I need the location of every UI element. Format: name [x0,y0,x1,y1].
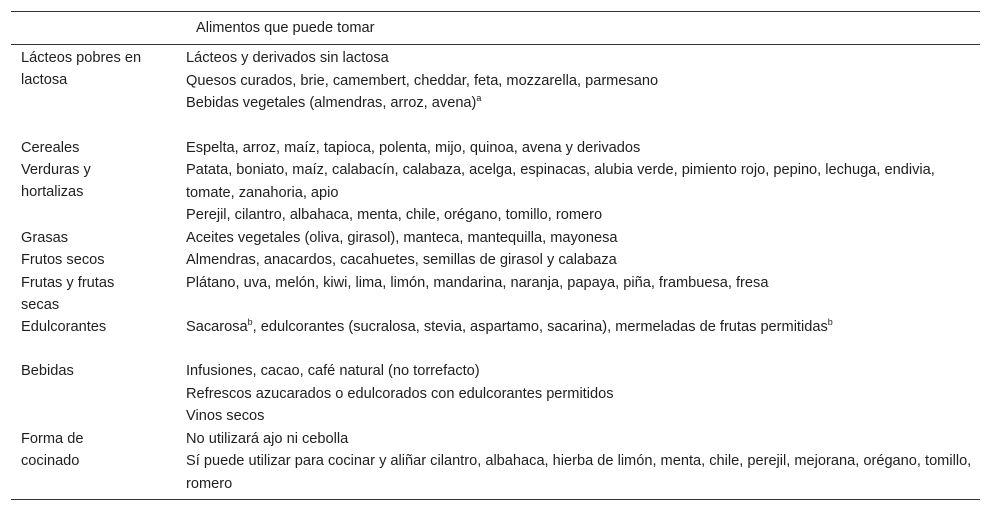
table-row [11,428,980,496]
table-header [11,12,980,45]
row-item: Quesos curados, brie, camembert, cheddar, feta, mozzarella, parmesano [186,72,659,89]
row-category: Verduras y hortalizas [21,162,91,200]
row-item: Perejil, cilantro, albahaca, menta, chile, orégano, tomillo, romero [186,207,603,223]
table-row [11,272,980,316]
row-category: Grasas [21,229,69,246]
row-item: Plátano, uva, melón, kiwi, lima, limón, mandarina, naranja, papaya, piña, frambuesa, fresa [186,274,769,291]
row-category: Cereales [21,139,80,156]
food-table [11,11,980,500]
footnote-marker: a [476,93,482,103]
table-row [11,360,980,428]
row-item: Infusiones, cacao, café natural (no torrefacto) [186,363,480,379]
row-item: Patata, boniato, maíz, calabacín, calabaza, acelga, espinacas, alubia verde, pimiento rojo, pepino, lechuga, endivia, tomate, zanahoria, apio [186,162,935,201]
header-foods: Alimentos que puede tomar [196,20,375,36]
table-row [11,47,980,137]
row-item: Refrescos azucarados o edulcorados con edulcorantes permitidos [186,385,614,402]
row-category: Bebidas [21,363,74,379]
table-row [11,249,980,272]
row-category: Forma de cocinado [21,430,84,469]
row-item: No utilizará ajo ni cebolla [186,430,349,447]
row-item: Sacarosa$^b$, edulcorantes (sucralosa, stevia, aspartamo, sacarina), mermeladas de frutas permitidas$^b$ [186,316,833,335]
table-row [11,316,980,361]
row-category: Edulcorantes [21,318,107,335]
table-row [11,137,980,160]
row-item: Aceites vegetales (oliva, girasol), manteca, mantequilla, mayonesa [186,229,618,246]
row-item: Vinos secos [186,408,265,424]
footnote-marker: b [827,316,833,327]
table-row [11,227,980,250]
row-item: Sí puede utilizar para cocinar y aliñar cilantro, albahaca, hierba de limón, menta, chile, perejil, mejorana, orégano, tomillo, romero [186,453,972,492]
footnote-marker: b [247,316,253,327]
row-item: Espelta, arroz, maíz, tapioca, polenta, mijo, quinoa, avena y derivados [186,139,641,156]
row-category: Lácteos pobres en lactosa [21,50,142,88]
row-item: Lácteos y derivados sin lactosa [186,50,389,66]
row-category: Frutas y frutas secas [21,274,115,313]
row-item: Almendras, anacardos, cacahuetes, semillas de girasol y calabaza [186,252,617,268]
row-category: Frutos secos [21,252,105,268]
table-row [11,159,980,227]
row-item: Bebidas vegetales (almendras, arroz, avena)$^a$ [186,93,482,111]
